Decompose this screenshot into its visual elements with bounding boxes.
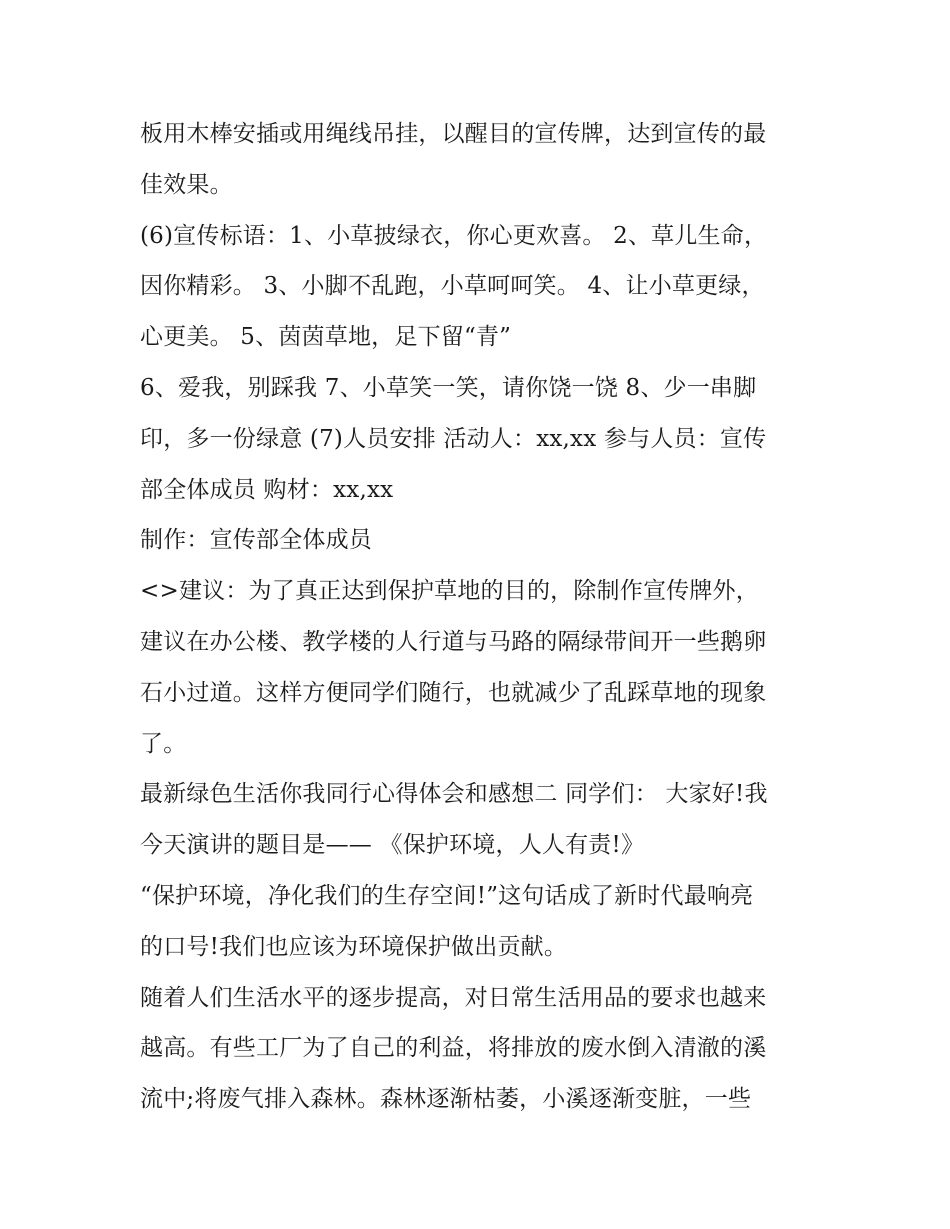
text-line: 最新绿色生活你我同行心得体会和感想二 同学们： 大家好!我 — [140, 781, 768, 808]
text-line: 今天演讲的题目是—— 《保护环境，人人有责!》 — [140, 832, 645, 859]
text-line: 随着人们生活水平的逐步提高，对日常生活用品的要求也越来 — [140, 984, 767, 1011]
text-line: 的口号!我们也应该为环境保护做出贡献。 — [140, 933, 568, 960]
text-line: (6)宣传标语：1、小草披绿衣，你心更欢喜。 2、草儿生命， — [140, 222, 768, 249]
text-line: 印，多一份绿意 (7)人员安排 活动人：xx,xx 参与人员：宣传 — [140, 425, 767, 452]
text-line: 部全体成员 购材：xx,xx — [140, 476, 394, 503]
text-line: 佳效果。 — [140, 171, 233, 198]
text-line: 因你精彩。 3、小脚不乱跑，小草呵呵笑。 4、让小草更绿， — [140, 273, 765, 300]
text-line: <>建议：为了真正达到保护草地的目的，除制作宣传牌外， — [140, 578, 759, 605]
document-body — [140, 109, 820, 1125]
text-line: 6、爱我，别踩我 7、小草笑一笑，请你饶一饶 8、少一串脚 — [140, 374, 757, 401]
text-line: 石小过道。这样方便同学们随行，也就减少了乱踩草地的现象 — [140, 679, 767, 706]
text-line: 心更美。 5、茵茵草地，足下留“青” — [140, 324, 512, 351]
text-line: 越高。有些工厂为了自己的利益，将排放的废水倒入清澈的溪 — [140, 1035, 767, 1062]
text-line: 制作：宣传部全体成员 — [140, 527, 372, 554]
text-line: “保护环境，净化我们的生存空间!”这句话成了新时代最响亮 — [140, 882, 754, 909]
text-line: 了。 — [140, 730, 187, 757]
text-line: 流中;将废气排入森林。森林逐渐枯萎，小溪逐渐变脏，一些 — [140, 1086, 752, 1113]
text-line: 板用木棒安插或用绳线吊挂，以醒目的宣传牌，达到宣传的最 — [140, 121, 767, 147]
text-line: 建议在办公楼、教学楼的人行道与马路的隔绿带间开一些鹅卵 — [140, 628, 767, 655]
